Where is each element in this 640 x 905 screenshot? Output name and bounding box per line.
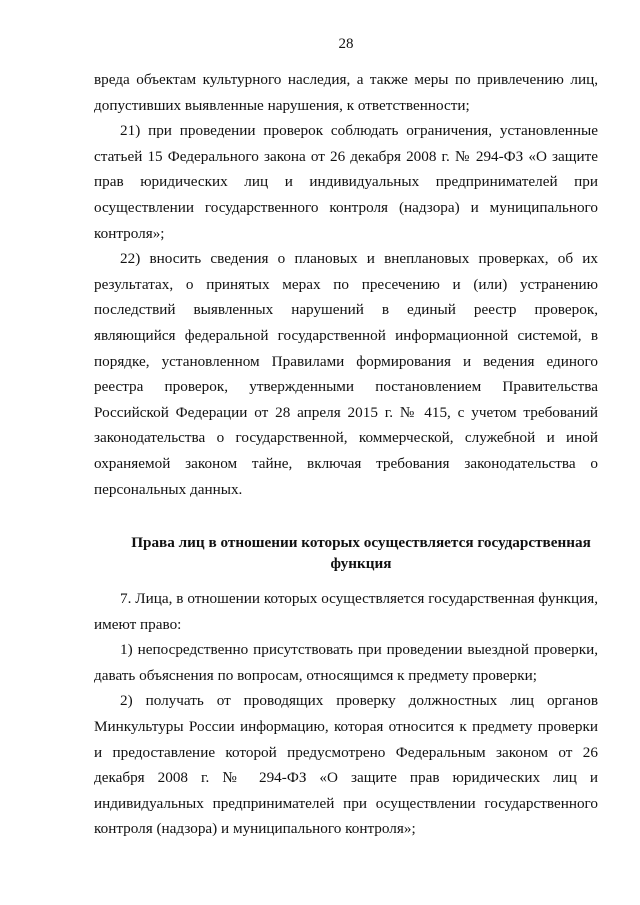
- page-number: 28: [338, 36, 354, 52]
- paragraph-clause-7: 7. Лица, в отношении которых осуществляется государственная функция, имеют право:: [94, 590, 598, 633]
- paragraph-right-1: 1) непосредственно присутствовать при проведении выездной проверки, давать объяснения по вопросам, относящимся к предмету проверки;: [94, 641, 598, 684]
- section-heading: Права лиц в отношении которых осуществляется государственная функция: [131, 534, 591, 573]
- paragraph-item-21: 21) при проведении проверок соблюдать ограничения, установленные статьей 15 Федерального закона от 26 декабря 2008 г. № 294-ФЗ «О защите прав юридических лиц и индивидуальных предпринимателей при осуществлении государственного контроля (надзора) и муниципального контроля»;: [94, 122, 598, 242]
- paragraph-right-2: 2) получать от проводящих проверку должностных лиц органов Минкультуры России информацию, которая относится к предмету проверки и предоставление которой предусмотрено Федеральным законом от 26 декабря 2008 г. № 294-ФЗ «О защите прав юридических лиц и индивидуальных предпринимателей при осуществлении государственного контроля (надзора) и муниципального контроля»;: [94, 692, 598, 838]
- paragraph-continuation: вреда объектам культурного наследия, а также меры по привлечению лиц, допустивших выявленные нарушения, к ответственности;: [94, 71, 598, 114]
- paragraph-item-22: 22) вносить сведения о плановых и внеплановых проверках, об их результатах, о принятых мерах по пресечению и (или) устранению последствий выявленных нарушений в единый реестр проверок, являющийся федеральной государственной информационной системой, в порядке, установленном Правилами формирования и ведения единого реестра проверок, утвержденными постановлением Правительства Российской Федерации от 28 апреля 2015 г. № 415, с учетом требований законодательства о государственной, коммерческой, служебной и иной охраняемой законом тайне, включая требования законодательства о персональных данных.: [94, 250, 598, 498]
